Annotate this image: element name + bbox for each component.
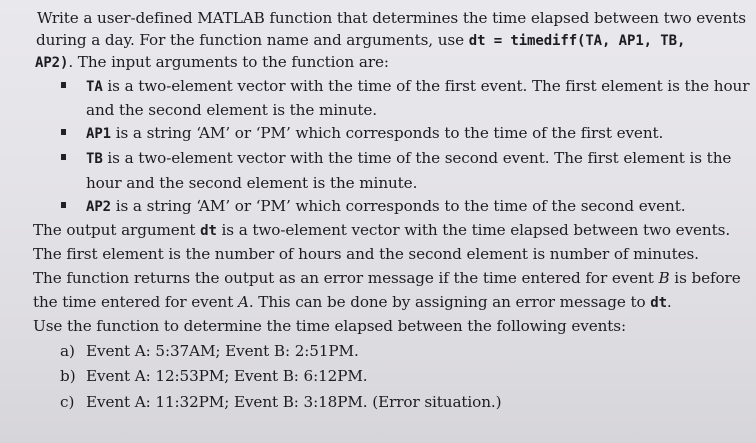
output-line-1 [33, 220, 730, 241]
output-line-2 [33, 244, 699, 264]
event-item: Event A: 12:53PM; Event B: 6:12PM. [86, 367, 368, 385]
text: . This can be done by assigning an error message to [248, 293, 651, 311]
intro-line-2 [36, 30, 685, 51]
arg-code: AP2 [86, 199, 111, 215]
intro-line-1 [37, 8, 746, 28]
text: Use the function to determine the time elapsed between the following events: [33, 317, 626, 335]
bullet-icon [61, 129, 66, 135]
arg-code: TB [86, 151, 103, 167]
bullet-icon [61, 154, 66, 160]
function-signature-code-end: AP2) [35, 55, 69, 71]
event-item: Event A: 5:37AM; Event B: 2:51PM. [86, 342, 359, 360]
text: is a string ‘AM’ or ‘PM’ which corresponds to the time of the second event. [111, 197, 686, 215]
text: during a day. For the function name and arguments, use [36, 31, 469, 49]
output-line-4 [33, 292, 672, 313]
event-marker: b) [60, 367, 76, 385]
text: The output argument [33, 221, 201, 239]
text: and the second element is the minute. [86, 101, 378, 119]
text: is a two-element vector with the time of the first event. The first element is the hour [102, 77, 750, 95]
bullet-icon [61, 82, 66, 88]
bullet-3-line-1 [86, 148, 731, 169]
text: is a two-element vector with the time of the second event. The first element is the [102, 149, 732, 167]
bullet-icon [61, 202, 66, 208]
text: . The input arguments to the function are: [68, 53, 389, 71]
text: . [666, 293, 672, 311]
arg-code: AP1 [86, 126, 111, 142]
text: The first element is the number of hours and the second element is number of minutes. [33, 245, 699, 263]
text: The function returns the output as an error message if the time entered for event [33, 269, 659, 287]
text: is a string ‘AM’ or ‘PM’ which corresponds to the time of the first event. [111, 124, 664, 142]
event-item: Event A: 11:32PM; Event B: 3:18PM. (Error situation.) [86, 393, 502, 411]
intro-line-3 [35, 52, 389, 73]
text: is before [669, 269, 741, 287]
dt-code: dt [650, 295, 667, 311]
event-marker: c) [60, 393, 75, 411]
text: Write a user-defined MATLAB function that determines the time elapsed between two events [37, 9, 746, 27]
output-line-3 [33, 268, 741, 288]
event-a-italic: A [237, 293, 249, 311]
bullet-1-line-1 [86, 76, 749, 97]
arg-code: TA [86, 79, 103, 95]
output-line-5 [33, 316, 626, 336]
function-signature-code: dt = timediff(TA, AP1, TB, [468, 33, 686, 49]
text: hour and the second element is the minute. [86, 174, 418, 192]
text: the time entered for event [33, 293, 238, 311]
bullet-3-line-2 [86, 173, 417, 193]
bullet-1-line-2 [86, 100, 377, 120]
bullet-2-line-1 [86, 123, 663, 144]
bullet-4-line-1 [86, 196, 685, 217]
event-b-italic: B [658, 269, 670, 287]
event-marker: a) [60, 342, 75, 360]
dt-code: dt [200, 223, 217, 239]
text: is a two-element vector with the time elapsed between two events. [216, 221, 731, 239]
